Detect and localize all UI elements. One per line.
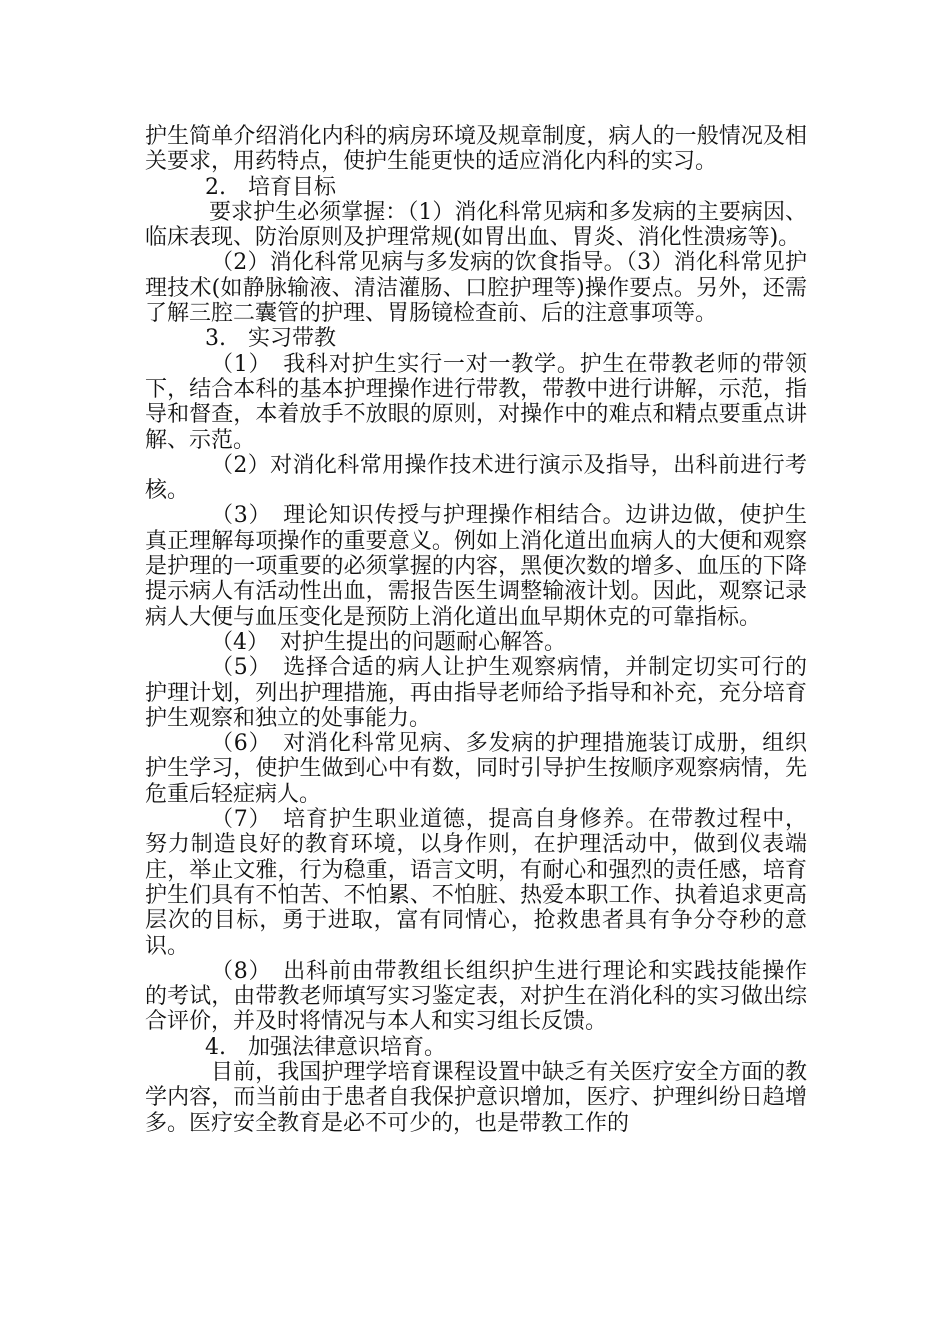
paragraph-current-situation: 目前，我国护理学培育课程设置中缺乏有关医疗安全方面的教学内容，而当前由于患者自我保护意识增加，医疗、护理纠纷日趋增多。医疗安全教育是必不可少的，也是带教工作的 — [145, 1059, 807, 1136]
paragraph-item-2: （2）对消化科常用操作技术进行演示及指导，出科前进行考核。 — [145, 452, 807, 504]
heading-training-goals: 2. 培育目标 — [205, 174, 336, 200]
heading-legal-awareness: 4. 加强法律意识培育。 — [205, 1034, 446, 1060]
paragraph-intro: 护生简单介绍消化内科的病房环境及规章制度，病人的一般情况及相关要求，用药特点，使护生能更快的适应消化内科的实习。 — [145, 124, 807, 175]
paragraph-item-6: （6） 对消化科常见病、多发病的护理措施装订成册，组织护生学习，使护生做到心中有数，同时引导护生按顺序观察病情，先危重后轻症病人。 — [145, 731, 807, 807]
paragraph-requirements: 要求护生必须掌握：（1）消化科常见病和多发病的主要病因、临床表现、防治原则及护理常规(如胃出血、胃炎、消化性溃疡等)。 — [145, 199, 807, 251]
paragraph-item-4: （4） 对护生提出的问题耐心解答。 — [211, 629, 566, 655]
paragraph-diet-guidance: （2）消化科常见病与多发病的饮食指导。（3）消化科常见护理技术(如静脉输液、清洁灌肠、口腔护理等)操作要点。另外，还需了解三腔二囊管的护理、胃肠镜检查前、后的注意事项等。 — [145, 250, 807, 327]
document-body — [145, 124, 807, 1136]
paragraph-item-8: （8） 出科前由带教组长组织护生进行理论和实践技能操作的考试，由带教老师填写实习鉴定表，对护生在消化科的实习做出综合评价，并及时将情况与本人和实习组长反馈。 — [145, 958, 807, 1035]
paragraph-item-7: （7） 培育护生职业道德，提高自身修养。在带教过程中，努力制造良好的教育环境，以身作则，在护理活动中，做到仪表端庄，举止文雅，行为稳重，语言文明，有耐心和强烈的责任感，培育护生们具有不怕苦、不怕累、不怕脏、热爱本职工作、执着追求更高层次的目标，勇于进取，富有同情心，抢救患者具有争分夺秒的意识。 — [145, 807, 807, 959]
heading-internship-teaching: 3. 实习带教 — [205, 326, 336, 352]
paragraph-item-3: （3） 理论知识传授与护理操作相结合。边讲边做，使护生真正理解每项操作的重要意义。例如上消化道出血病人的大便和观察是护理的一项重要的必须掌握的内容，黑便次数的增多、血压的下降提示病人有活动性出血，需报告医生调整输液计划。因此，观察记录病人大便与血压变化是预防上消化道出血早期休克的可靠指标。 — [145, 503, 807, 630]
paragraph-item-1: （1） 我科对护生实行一对一教学。护生在带教老师的带领下，结合本科的基本护理操作进行带教，带教中进行讲解，示范，指导和督查，本着放手不放眼的原则，对操作中的难点和精点要重点讲解、示范。 — [145, 351, 807, 453]
paragraph-item-5: （5） 选择合适的病人让护生观察病情，并制定切实可行的护理计划，列出护理措施，再由指导老师给予指导和补充，充分培育护生观察和独立的处事能力。 — [145, 655, 807, 731]
